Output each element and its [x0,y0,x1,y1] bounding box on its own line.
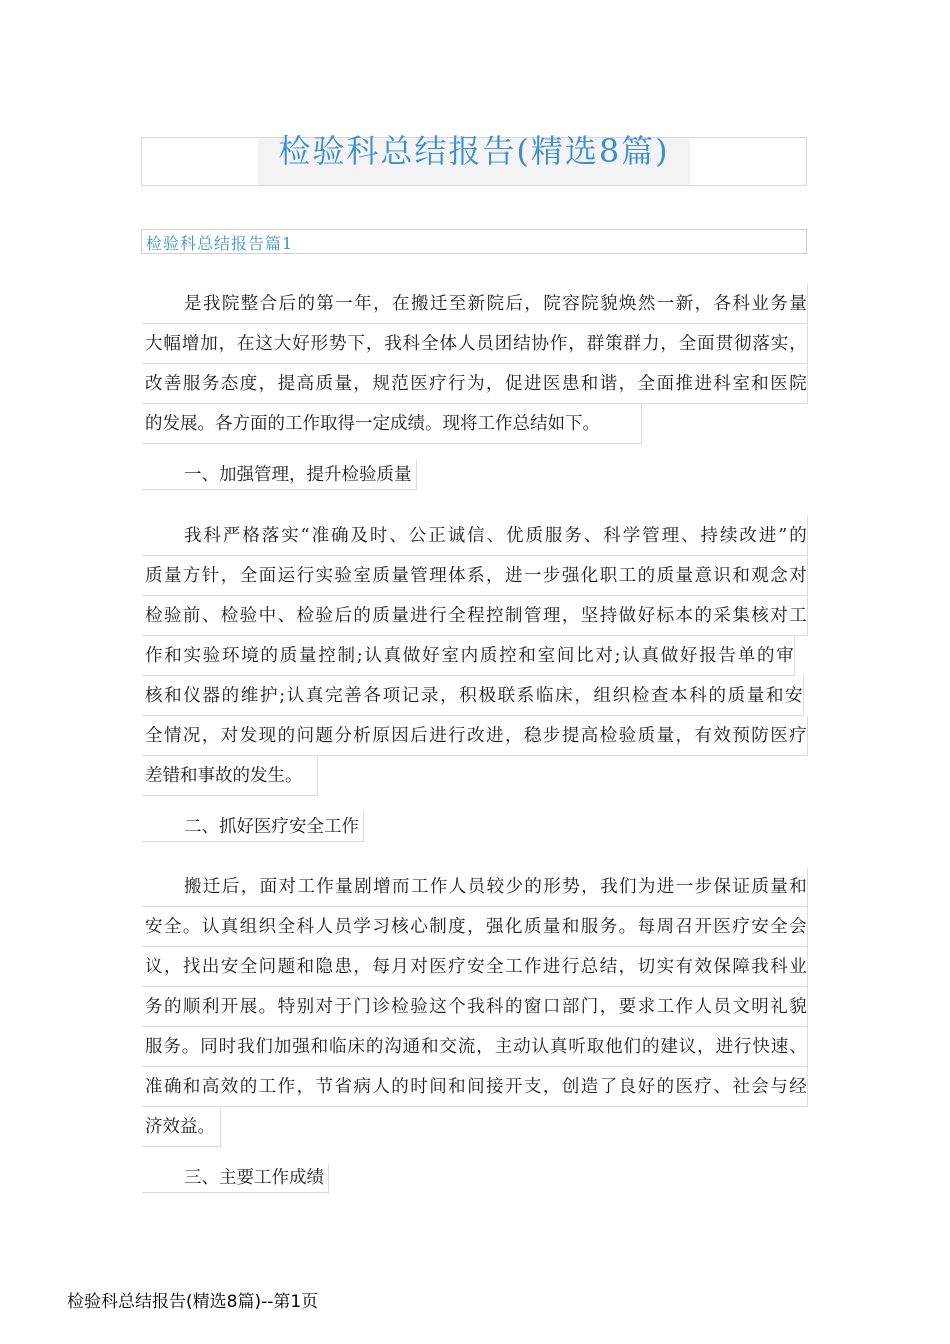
section-title: 检验科总结报告篇1 [146,234,294,253]
safety-paragraph [142,867,808,1147]
paragraph-line: 核和仪器的维护;认真完善各项记录，积极联系临床，组织检查本科的质量和安 [142,676,804,716]
paragraph-line: 务的顺利开展。特别对于门诊检验这个我科的窗口部门，要求工作人员文明礼貌 [142,987,808,1027]
page-title: 检验科总结报告(精选8篇) [278,132,670,170]
paragraph-line: 准确和高效的工作，节省病人的时间和间接开支，创造了良好的医疗、社会与经 [142,1067,808,1107]
paragraph-line: 济效益。 [142,1107,221,1147]
paragraph-line: 全情况，对发现的问题分析原因后进行改进，稳步提高检验质量，有效预防医疗 [142,716,808,756]
quality-paragraph [142,516,808,796]
heading-achievements: 三、主要工作成绩 [142,1163,329,1193]
page-footer: 检验科总结报告(精选8篇)--第1页 [67,1292,319,1312]
paragraph-line: 差错和事故的发生。 [142,756,318,796]
intro-paragraph [142,284,808,444]
paragraph-line: 安全。认真组织全科人员学习核心制度，强化质量和服务。每周召开医疗安全会 [142,907,808,947]
paragraph-line: 搬迁后，面对工作量剧增而工作人员较少的形势，我们为进一步保证质量和 [142,867,808,907]
paragraph-line: 质量方针，全面运行实验室质量管理体系，进一步强化职工的质量意识和观念对 [142,556,808,596]
paragraph-line: 改善服务态度，提高质量，规范医疗行为，促进医患和谐，全面推进科室和医院 [142,364,808,404]
paragraph-line: 议，找出安全问题和隐患，每月对医疗安全工作进行总结，切实有效保障我科业 [142,947,808,987]
heading-quality: 一、加强管理，提升检验质量 [142,460,417,490]
paragraph-line: 我科严格落实“准确及时、公正诚信、优质服务、科学管理、持续改进”的 [142,516,808,556]
paragraph-line: 的发展。各方面的工作取得一定成绩。现将工作总结如下。 [142,404,642,444]
paragraph-line: 是我院整合后的第一年，在搬迁至新院后，院容院貌焕然一新，各科业务量 [142,284,808,324]
paragraph-line: 服务。同时我们加强和临床的沟通和交流，主动认真听取他们的建议，进行快速、 [142,1027,808,1067]
paragraph-line: 作和实验环境的质量控制;认真做好室内质控和室间比对;认真做好报告单的审 [142,636,795,676]
paragraph-line: 大幅增加，在这大好形势下，我科全体人员团结协作，群策群力，全面贯彻落实， [142,324,808,364]
heading-safety: 二、抓好医疗安全工作 [142,812,364,842]
paragraph-line: 检验前、检验中、检验后的质量进行全程控制管理，坚持做好标本的采集核对工 [142,596,808,636]
